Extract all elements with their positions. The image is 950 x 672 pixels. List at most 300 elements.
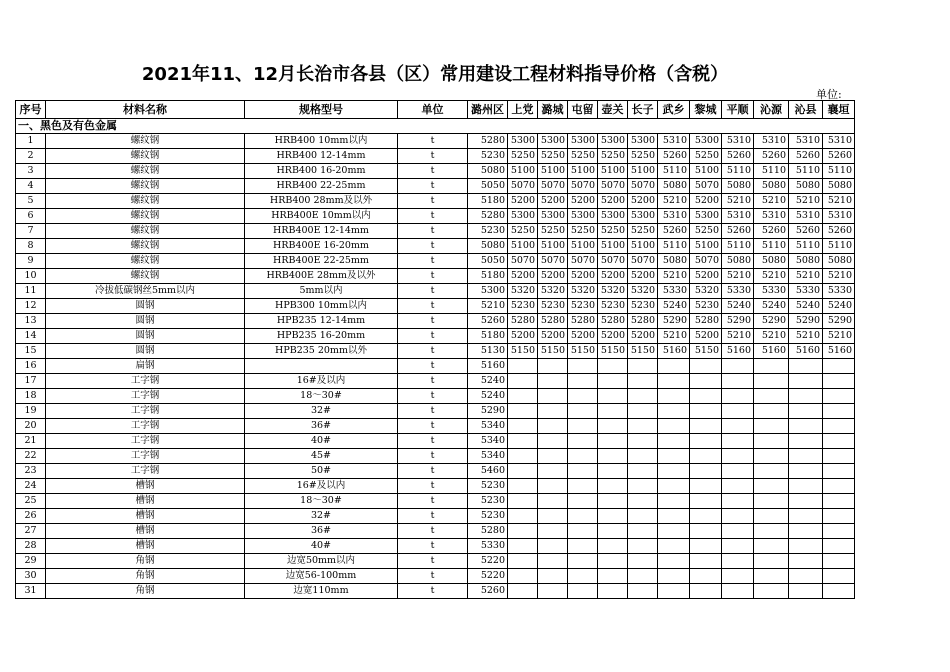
- table-cell: 5330: [754, 284, 789, 299]
- table-cell: 槽钢: [46, 494, 245, 509]
- table-cell: [598, 479, 628, 494]
- table-cell: [598, 494, 628, 509]
- table-cell: 5070: [568, 179, 598, 194]
- table-cell: t: [398, 224, 468, 239]
- table-cell: [722, 554, 754, 569]
- table-cell: 5310: [789, 134, 823, 149]
- table-cell: 5250: [690, 149, 722, 164]
- table-cell: 5070: [598, 254, 628, 269]
- table-cell: [538, 569, 568, 584]
- table-cell: 5330: [722, 284, 754, 299]
- table-cell: 5340: [468, 449, 508, 464]
- table-cell: HRB400E 22-25mm: [245, 254, 398, 269]
- table-cell: [823, 449, 855, 464]
- table-cell: 3: [16, 164, 46, 179]
- table-cell: 5290: [789, 314, 823, 329]
- table-cell: 11: [16, 284, 46, 299]
- table-cell: 螺纹钢: [46, 134, 245, 149]
- section-title: 一、黑色及有色金属: [16, 119, 855, 134]
- table-cell: 螺纹钢: [46, 194, 245, 209]
- table-cell: 5250: [628, 224, 658, 239]
- table-cell: 5160: [789, 344, 823, 359]
- table-cell: 5300: [690, 209, 722, 224]
- table-cell: [690, 539, 722, 554]
- table-cell: HRB400E 16-20mm: [245, 239, 398, 254]
- table-cell: t: [398, 134, 468, 149]
- table-cell: t: [398, 539, 468, 554]
- table-cell: 螺纹钢: [46, 224, 245, 239]
- table-cell: 5180: [468, 269, 508, 284]
- table-cell: 5300: [690, 134, 722, 149]
- table-row: [16, 404, 855, 419]
- table-cell: 5110: [789, 239, 823, 254]
- table-cell: 5160: [754, 344, 789, 359]
- table-cell: [789, 524, 823, 539]
- table-cell: 5080: [722, 179, 754, 194]
- table-cell: 5180: [468, 329, 508, 344]
- table-row: [16, 419, 855, 434]
- table-cell: HRB400E 28mm及以外: [245, 269, 398, 284]
- table-cell: [628, 359, 658, 374]
- table-cell: [658, 554, 690, 569]
- table-cell: 工字钢: [46, 449, 245, 464]
- table-row: [16, 344, 855, 359]
- table-cell: 工字钢: [46, 419, 245, 434]
- table-cell: 30: [16, 569, 46, 584]
- table-cell: HRB400 12-14mm: [245, 149, 398, 164]
- table-cell: 5200: [598, 194, 628, 209]
- table-cell: [690, 569, 722, 584]
- table-cell: [598, 419, 628, 434]
- table-cell: 5150: [568, 344, 598, 359]
- table-cell: 5200: [690, 194, 722, 209]
- table-cell: [754, 479, 789, 494]
- table-cell: [568, 434, 598, 449]
- table-cell: 40#: [245, 539, 398, 554]
- table-cell: [598, 584, 628, 599]
- table-cell: [598, 359, 628, 374]
- table-cell: 5300: [598, 134, 628, 149]
- table-cell: [598, 509, 628, 524]
- table-cell: [754, 569, 789, 584]
- table-cell: [690, 374, 722, 389]
- table-cell: 螺纹钢: [46, 254, 245, 269]
- table-cell: 5300: [628, 134, 658, 149]
- table-row: [16, 464, 855, 479]
- table-cell: t: [398, 149, 468, 164]
- header-cell: 序号: [16, 101, 46, 119]
- table-cell: 5100: [508, 164, 538, 179]
- table-cell: 5220: [468, 554, 508, 569]
- table-cell: t: [398, 239, 468, 254]
- table-cell: [508, 569, 538, 584]
- table-cell: 23: [16, 464, 46, 479]
- table-cell: 5310: [722, 134, 754, 149]
- table-cell: 5210: [823, 194, 855, 209]
- table-cell: [598, 449, 628, 464]
- table-cell: 角钢: [46, 584, 245, 599]
- table-cell: t: [398, 389, 468, 404]
- table-cell: 5200: [538, 329, 568, 344]
- table-cell: [789, 464, 823, 479]
- table-row: [16, 284, 855, 299]
- table-cell: 5300: [468, 284, 508, 299]
- table-cell: 角钢: [46, 554, 245, 569]
- table-cell: t: [398, 569, 468, 584]
- table-cell: 16#及以内: [245, 479, 398, 494]
- table-cell: [538, 539, 568, 554]
- table-cell: [245, 359, 398, 374]
- table-cell: t: [398, 194, 468, 209]
- table-cell: 5150: [628, 344, 658, 359]
- table-cell: t: [398, 584, 468, 599]
- table-cell: [690, 419, 722, 434]
- table-cell: [823, 524, 855, 539]
- table-cell: 5320: [568, 284, 598, 299]
- table-cell: 5150: [690, 344, 722, 359]
- table-cell: 5070: [568, 254, 598, 269]
- table-cell: 5050: [468, 179, 508, 194]
- table-cell: 5230: [468, 509, 508, 524]
- table-cell: [690, 524, 722, 539]
- table-cell: [789, 494, 823, 509]
- table-row: [16, 269, 855, 284]
- table-cell: [754, 359, 789, 374]
- table-cell: 15: [16, 344, 46, 359]
- table-cell: [754, 434, 789, 449]
- table-cell: t: [398, 449, 468, 464]
- table-cell: 圆钢: [46, 329, 245, 344]
- table-cell: 5310: [789, 209, 823, 224]
- table-cell: 5260: [722, 149, 754, 164]
- table-cell: [628, 509, 658, 524]
- table-cell: 螺纹钢: [46, 179, 245, 194]
- table-cell: 12: [16, 299, 46, 314]
- table-cell: t: [398, 329, 468, 344]
- table-cell: [598, 569, 628, 584]
- table-cell: 5200: [538, 194, 568, 209]
- table-cell: 5290: [468, 404, 508, 419]
- table-cell: [658, 539, 690, 554]
- table-cell: 5320: [538, 284, 568, 299]
- table-cell: 18～30#: [245, 494, 398, 509]
- table-cell: 40#: [245, 434, 398, 449]
- table-cell: 5330: [658, 284, 690, 299]
- table-cell: [628, 464, 658, 479]
- table-cell: [568, 449, 598, 464]
- table-cell: [628, 419, 658, 434]
- table-cell: 9: [16, 254, 46, 269]
- table-cell: [538, 449, 568, 464]
- table-cell: [722, 449, 754, 464]
- table-cell: 5260: [658, 149, 690, 164]
- table-cell: 5280: [598, 314, 628, 329]
- section-row: [16, 119, 855, 134]
- table-row: [16, 554, 855, 569]
- table-cell: [508, 524, 538, 539]
- table-cell: 5200: [628, 194, 658, 209]
- table-cell: [658, 509, 690, 524]
- table-cell: 7: [16, 224, 46, 239]
- table-cell: [508, 509, 538, 524]
- table-cell: 5110: [823, 164, 855, 179]
- table-cell: [538, 509, 568, 524]
- table-cell: 5240: [468, 389, 508, 404]
- table-cell: 17: [16, 374, 46, 389]
- table-cell: [508, 539, 538, 554]
- table-cell: [722, 494, 754, 509]
- table-cell: [658, 464, 690, 479]
- table-cell: 5230: [468, 149, 508, 164]
- table-cell: [658, 434, 690, 449]
- table-cell: 5210: [754, 269, 789, 284]
- table-cell: 5080: [754, 179, 789, 194]
- table-cell: 5330: [468, 539, 508, 554]
- table-cell: [754, 449, 789, 464]
- table-cell: 5110: [658, 164, 690, 179]
- table-cell: 5200: [568, 329, 598, 344]
- header-cell: 沁源: [754, 101, 789, 119]
- header-cell: 单位: [398, 101, 468, 119]
- table-cell: 5290: [754, 314, 789, 329]
- table-cell: 槽钢: [46, 524, 245, 539]
- table-cell: 5230: [568, 299, 598, 314]
- table-cell: 5230: [598, 299, 628, 314]
- table-row: [16, 149, 855, 164]
- table-cell: 边宽56-100mm: [245, 569, 398, 584]
- table-cell: t: [398, 554, 468, 569]
- table-cell: 5mm以内: [245, 284, 398, 299]
- table-row: [16, 314, 855, 329]
- table-cell: [690, 359, 722, 374]
- table-cell: 5260: [789, 224, 823, 239]
- table-cell: [789, 374, 823, 389]
- table-cell: 5240: [789, 299, 823, 314]
- table-cell: 5230: [508, 299, 538, 314]
- table-cell: 5100: [568, 239, 598, 254]
- table-cell: 5200: [690, 269, 722, 284]
- table-cell: [789, 569, 823, 584]
- table-cell: HRB400E 12-14mm: [245, 224, 398, 239]
- table-cell: 5260: [754, 149, 789, 164]
- table-cell: [568, 419, 598, 434]
- table-cell: 工字钢: [46, 464, 245, 479]
- table-cell: [508, 479, 538, 494]
- table-cell: [754, 554, 789, 569]
- table-cell: 16#及以内: [245, 374, 398, 389]
- table-row: [16, 224, 855, 239]
- table-cell: [628, 479, 658, 494]
- table-cell: 5100: [690, 239, 722, 254]
- table-cell: [690, 434, 722, 449]
- table-row: [16, 584, 855, 599]
- table-cell: [508, 494, 538, 509]
- table-cell: 圆钢: [46, 299, 245, 314]
- table-cell: 10: [16, 269, 46, 284]
- table-cell: 5260: [722, 224, 754, 239]
- table-row: [16, 479, 855, 494]
- table-cell: 5200: [628, 329, 658, 344]
- table-cell: [568, 569, 598, 584]
- table-cell: 5280: [468, 134, 508, 149]
- table-cell: [789, 434, 823, 449]
- table-cell: 5080: [468, 239, 508, 254]
- table-cell: [598, 554, 628, 569]
- table-row: [16, 449, 855, 464]
- table-cell: 5330: [789, 284, 823, 299]
- table-cell: 5300: [598, 209, 628, 224]
- table-cell: [538, 359, 568, 374]
- table-cell: [658, 449, 690, 464]
- table-cell: [658, 359, 690, 374]
- table-cell: 5230: [538, 299, 568, 314]
- table-cell: t: [398, 254, 468, 269]
- table-cell: [568, 539, 598, 554]
- table-cell: [508, 554, 538, 569]
- table-cell: 5460: [468, 464, 508, 479]
- table-cell: 5320: [690, 284, 722, 299]
- table-cell: [538, 479, 568, 494]
- table-cell: 20: [16, 419, 46, 434]
- table-cell: HRB400 28mm及以外: [245, 194, 398, 209]
- table-cell: [754, 464, 789, 479]
- table-cell: 5210: [658, 269, 690, 284]
- table-cell: 5280: [568, 314, 598, 329]
- table-cell: [598, 389, 628, 404]
- table-cell: [823, 509, 855, 524]
- table-cell: 27: [16, 524, 46, 539]
- table-cell: [658, 419, 690, 434]
- table-cell: 5100: [628, 239, 658, 254]
- table-cell: 边宽50mm以内: [245, 554, 398, 569]
- table-cell: HRB400 10mm以内: [245, 134, 398, 149]
- table-cell: [568, 494, 598, 509]
- table-cell: [722, 464, 754, 479]
- table-cell: 5150: [598, 344, 628, 359]
- table-cell: 5200: [508, 329, 538, 344]
- table-cell: [628, 434, 658, 449]
- header-cell: 潞城: [538, 101, 568, 119]
- table-cell: [754, 584, 789, 599]
- table-cell: HRB400E 10mm以内: [245, 209, 398, 224]
- table-cell: 5210: [789, 194, 823, 209]
- table-cell: 5100: [568, 164, 598, 179]
- table-cell: [598, 539, 628, 554]
- table-cell: 5210: [722, 194, 754, 209]
- table-cell: 5340: [468, 434, 508, 449]
- table-cell: 5160: [823, 344, 855, 359]
- table-cell: 14: [16, 329, 46, 344]
- table-cell: 5200: [628, 269, 658, 284]
- table-row: [16, 164, 855, 179]
- table-cell: [568, 509, 598, 524]
- table-cell: 5110: [658, 239, 690, 254]
- table-cell: [823, 494, 855, 509]
- table-cell: t: [398, 179, 468, 194]
- table-cell: 5320: [508, 284, 538, 299]
- table-cell: 25: [16, 494, 46, 509]
- table-cell: 工字钢: [46, 389, 245, 404]
- table-cell: 5280: [468, 524, 508, 539]
- table-cell: [722, 374, 754, 389]
- table-cell: 扁钢: [46, 359, 245, 374]
- table-cell: 50#: [245, 464, 398, 479]
- table-cell: [538, 419, 568, 434]
- table-cell: [789, 584, 823, 599]
- table-cell: [598, 434, 628, 449]
- table-row: [16, 179, 855, 194]
- table-cell: [823, 434, 855, 449]
- table-cell: [823, 539, 855, 554]
- table-cell: 32#: [245, 404, 398, 419]
- table-cell: [568, 404, 598, 419]
- table-cell: [722, 479, 754, 494]
- table-cell: 5260: [658, 224, 690, 239]
- page-title: 2021年11、12月长治市各县（区）常用建设工程材料指导价格（含税）: [141, 64, 729, 85]
- table-cell: [690, 554, 722, 569]
- table-cell: HPB300 10mm以内: [245, 299, 398, 314]
- table-cell: 45#: [245, 449, 398, 464]
- table-cell: 5250: [508, 224, 538, 239]
- table-cell: [722, 509, 754, 524]
- unit-label: 单位:: [816, 88, 842, 101]
- table-cell: t: [398, 404, 468, 419]
- table-cell: [628, 374, 658, 389]
- table-row: [16, 374, 855, 389]
- table-cell: 5070: [508, 179, 538, 194]
- table-cell: [722, 569, 754, 584]
- table-cell: [722, 584, 754, 599]
- table-cell: [508, 359, 538, 374]
- table-row: [16, 569, 855, 584]
- table-cell: 5280: [628, 314, 658, 329]
- table-cell: 1: [16, 134, 46, 149]
- table-cell: 13: [16, 314, 46, 329]
- table-cell: [508, 464, 538, 479]
- table-cell: 5280: [508, 314, 538, 329]
- table-cell: 5300: [538, 134, 568, 149]
- table-cell: 5080: [823, 179, 855, 194]
- table-cell: [628, 524, 658, 539]
- table-cell: [658, 389, 690, 404]
- table-row: [16, 329, 855, 344]
- table-cell: [789, 554, 823, 569]
- table-row: [16, 209, 855, 224]
- table-cell: [789, 419, 823, 434]
- table-cell: [568, 479, 598, 494]
- table-cell: 5250: [538, 224, 568, 239]
- table-cell: t: [398, 494, 468, 509]
- table-cell: 6: [16, 209, 46, 224]
- header-cell: 规格型号: [245, 101, 398, 119]
- table-cell: [568, 464, 598, 479]
- table-cell: 5230: [628, 299, 658, 314]
- table-cell: [568, 389, 598, 404]
- table-cell: t: [398, 314, 468, 329]
- table-cell: 5110: [754, 164, 789, 179]
- table-cell: 5290: [823, 314, 855, 329]
- table-cell: 2: [16, 149, 46, 164]
- table-cell: [754, 389, 789, 404]
- table-cell: HRB400 22-25mm: [245, 179, 398, 194]
- table-cell: [568, 584, 598, 599]
- table-cell: [508, 389, 538, 404]
- table-cell: 5070: [690, 254, 722, 269]
- table-cell: 5310: [722, 209, 754, 224]
- table-cell: 5240: [722, 299, 754, 314]
- table-cell: t: [398, 419, 468, 434]
- table-cell: 5310: [658, 134, 690, 149]
